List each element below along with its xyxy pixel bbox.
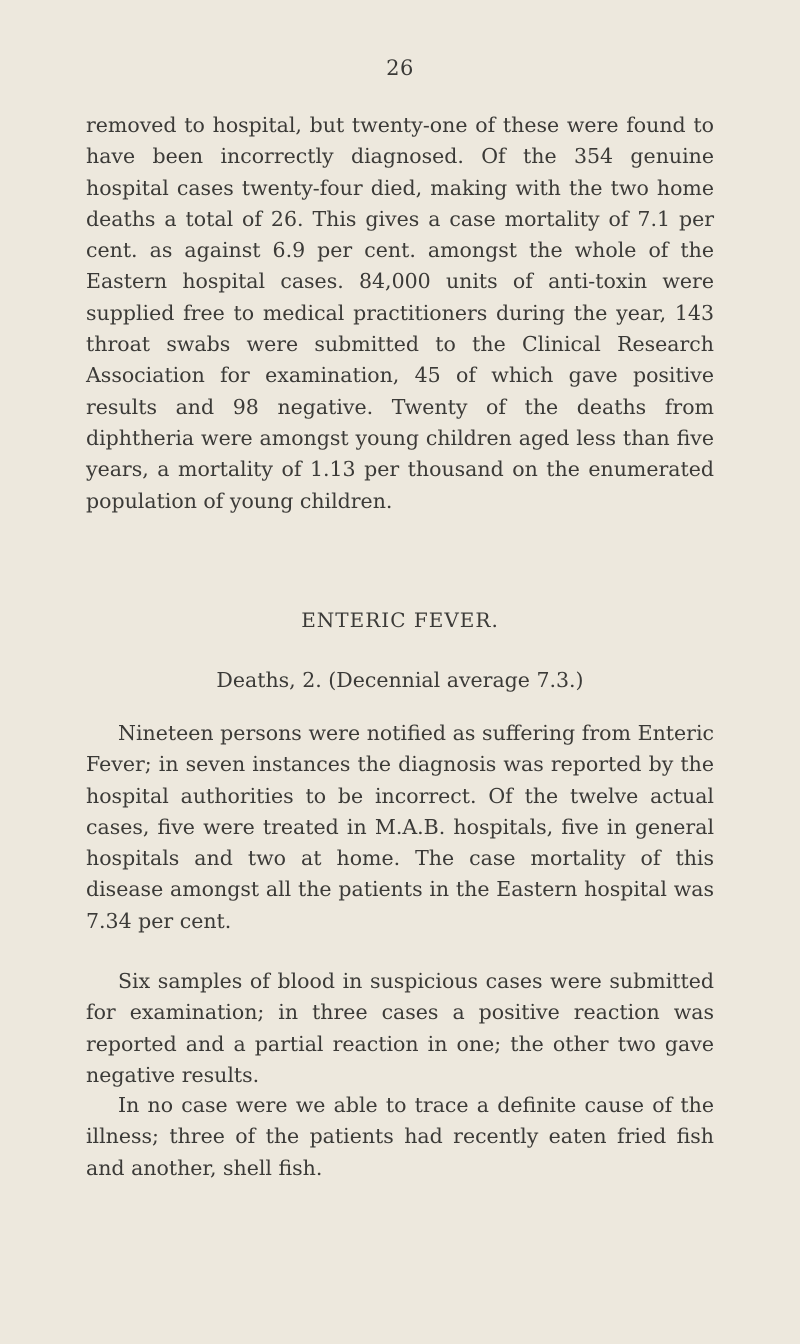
paragraph-notifications: Nineteen persons were notified as suffering from Enteric Fever; in seven instances the diagnosis was reported by the hospital authorities to be incorrect. Of the twelve actual cases, five were treated in M.A.B. hospitals, five in general hospitals and two at home. The case mortality of this disease amongst all the patients in the Eastern hospital was 7.34 per cent. [86, 721, 714, 933]
section-heading-enteric-fever: ENTERIC FEVER. [301, 608, 499, 632]
paragraph-diphtheria-summary: removed to hospital, but twenty-one of these were found to have been incorrectly diagnosed. Of the 354 genuine hospital cases twenty-four died, making with the two home deaths a total of 26. This gives a case mortality of 7.1 per cent. as against 6.9 per cent. amongst the whole of the Eastern hospital cases. 84,000 units of anti-toxin were supplied free to medical practitioners during the year, 143 throat swabs were submitted to the Clinical Research Association for examination, 45 of which gave positive results and 98 negative. Twenty of the deaths from diphtheria were amongst young children aged less than five years, a mortality of 1.13 per thousand on the enumerated population of young children. [86, 113, 714, 513]
section-subheading-deaths: Deaths, 2. (Decennial average 7.3.) [216, 668, 584, 692]
paragraph-cause-of-illness: In no case were we able to trace a definite cause of the illness; three of the patients had recently eaten fried fish and another, shell fish. [86, 1093, 714, 1180]
paragraph-blood-samples: Six samples of blood in suspicious cases were submitted for examination; in three cases a positive reaction was reported and a partial reaction in one; the other two gave negative results. [86, 969, 714, 1087]
page-number: 26 [386, 56, 414, 80]
